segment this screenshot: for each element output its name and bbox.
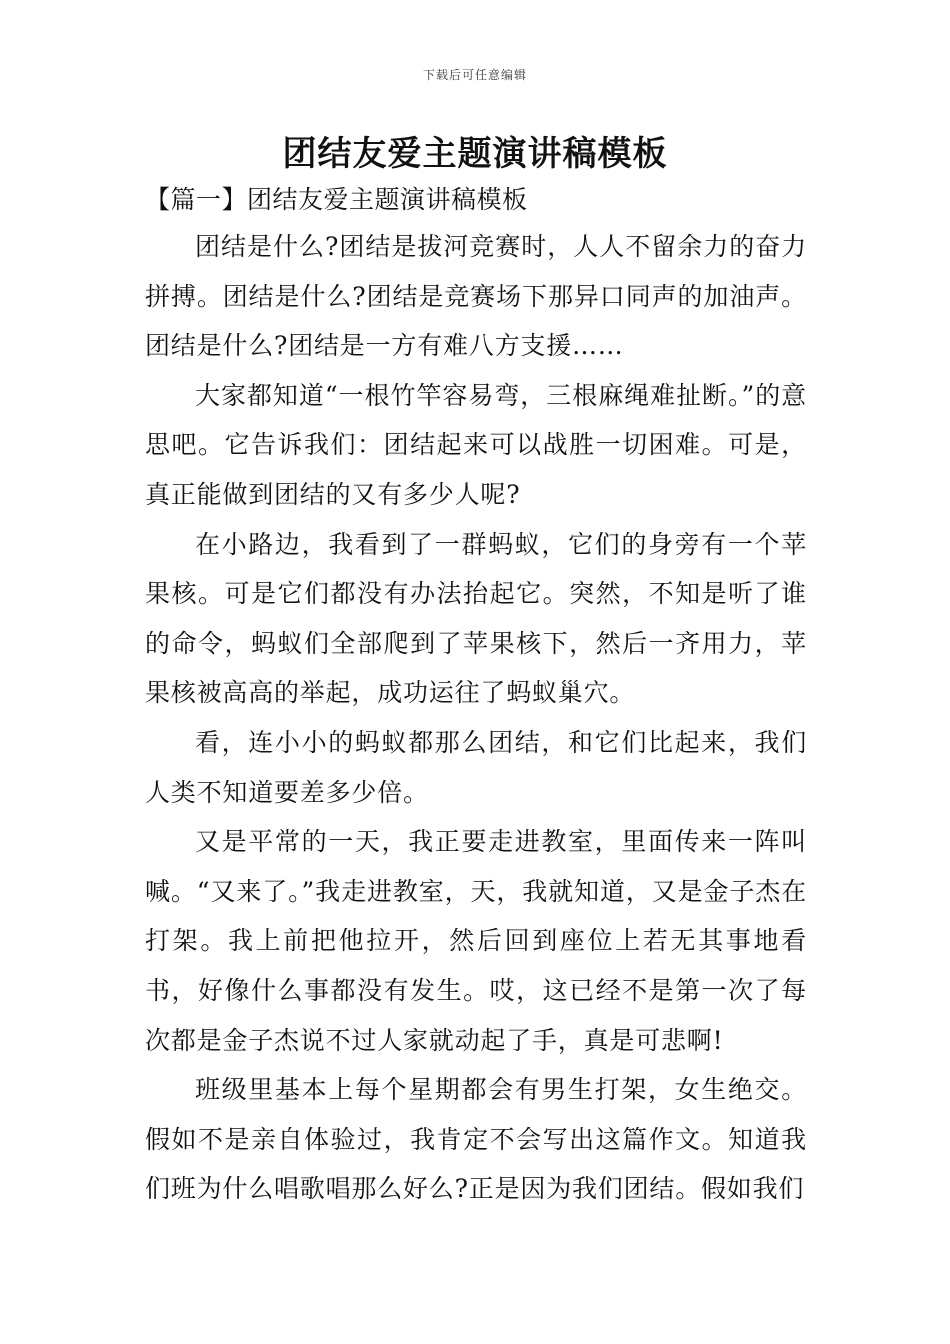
section-heading: 【篇一】团结友爱主题演讲稿模板 xyxy=(145,185,528,214)
paragraph-6: 班级里基本上每个星期都会有男生打架，女生绝交。假如不是亲自体验过，我肯定不会写出这篇作文。知道我们班为什么唱歌唱那么好么?正是因为我们团结。假如我们 xyxy=(145,1075,807,1204)
paragraph-4: 看，连小小的蚂蚁都那么团结，和它们比起来，我们人类不知道要差多少倍。 xyxy=(145,727,807,807)
paragraph-5: 又是平常的一天，我正要走进教室，里面传来一阵叫喊。“又来了。”我走进教室，天，我就知道，又是金子杰在打架。我上前把他拉开，然后回到座位上若无其事地看书，好像什么事都没有发生。哎，这已经不是第一次了每次都是金子杰说不过人家就动起了手，真是可悲啊! xyxy=(145,827,807,1055)
paragraph-1: 团结是什么?团结是拔河竞赛时，人人不留余力的奋力拼搏。团结是什么?团结是竞赛场下那异口同声的加油声。团结是什么?团结是一方有难八方支援…… xyxy=(145,232,807,361)
paragraph-3: 在小路边，我看到了一群蚂蚁，它们的身旁有一个苹果核。可是它们都没有办法抬起它。突然，不知是听了谁的命令，蚂蚁们全部爬到了苹果核下，然后一齐用力，苹果核被高高的举起，成功运往了蚂蚁巢穴。 xyxy=(145,529,807,708)
document-title: 团结友爱主题演讲稿模板 xyxy=(282,134,668,174)
document-body xyxy=(145,178,807,1214)
header-note: 下载后可任意编辑 xyxy=(422,68,527,82)
paragraph-2: 大家都知道“一根竹竿容易弯，三根麻绳难扯断。”的意思吧。它告诉我们：团结起来可以战胜一切困难。可是，真正能做到团结的又有多少人呢? xyxy=(145,380,807,509)
